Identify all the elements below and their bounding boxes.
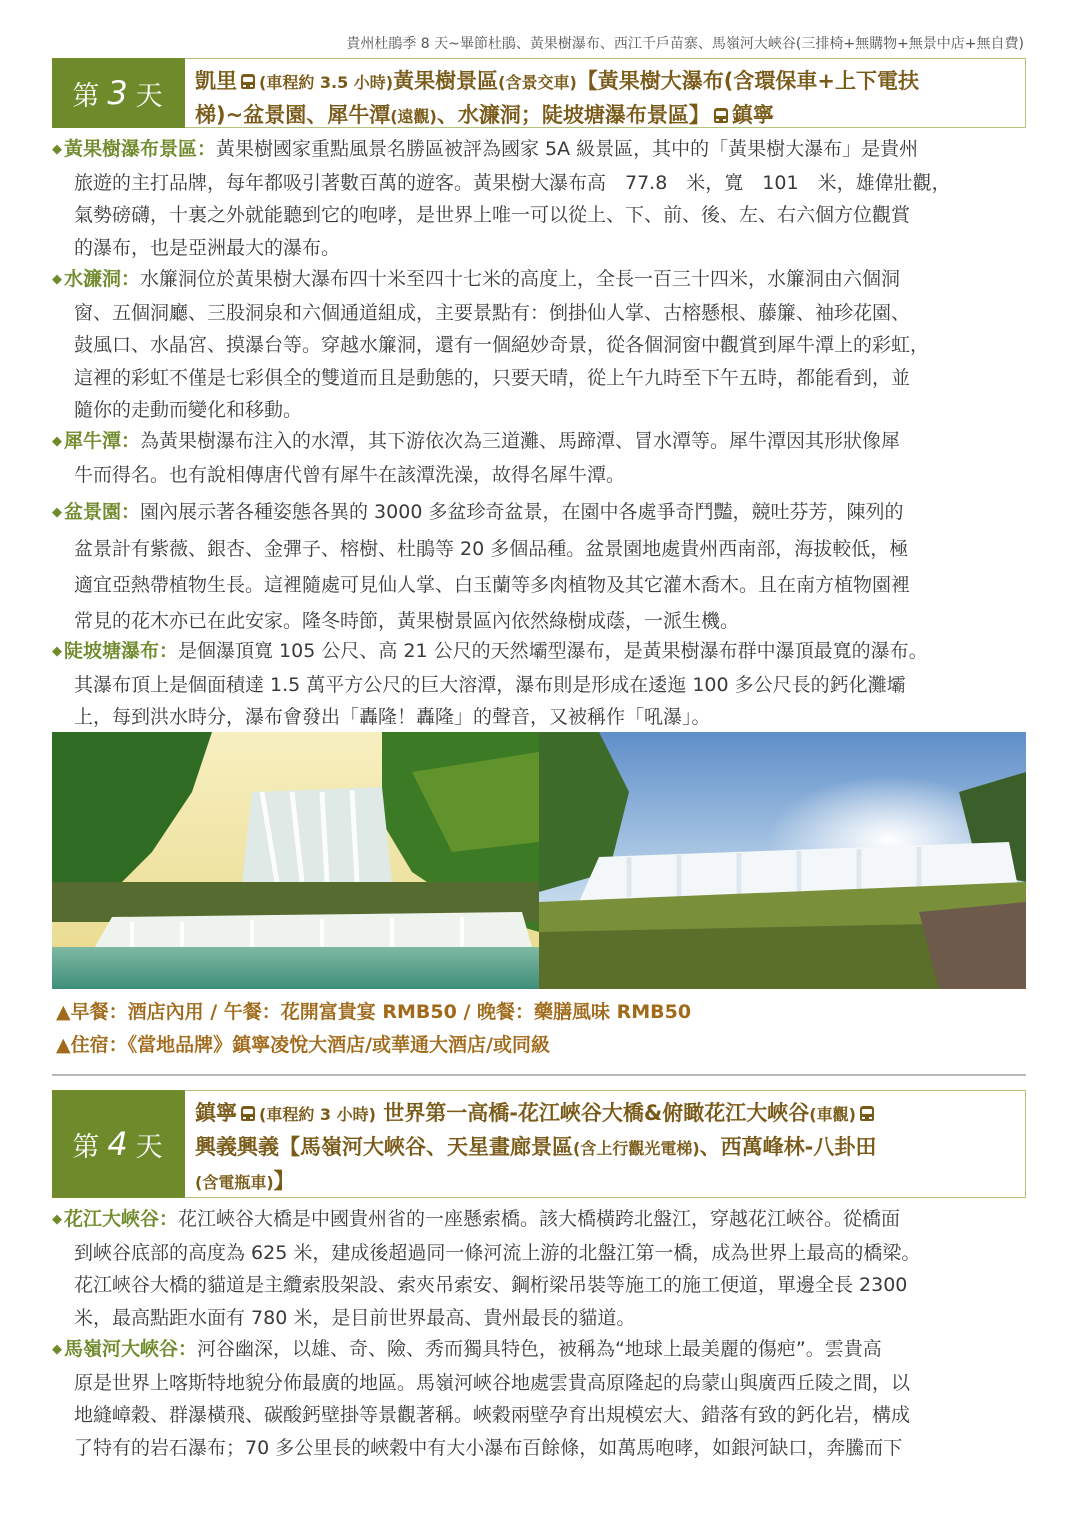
day3-header — [52, 58, 1026, 128]
day4-header — [52, 1090, 1026, 1198]
section-line: 這裡的彩虹不僅是七彩俱全的雙道而且是動態的，只要天晴，從上午九時至下午五時，都能看到，並 — [74, 366, 911, 389]
trip-title: 貴州杜鵑季 8 天~畢節杜鵑、黃果樹瀑布、西江千戶苗寨、馬嶺河大峽谷(三排椅+無購物+無景中店+無自費) — [346, 36, 1024, 52]
day4-title — [185, 1090, 1026, 1198]
diamond-bullet-icon: ◆ — [52, 505, 62, 520]
section-malinghe-canyon — [52, 1333, 1028, 1464]
day3-title-from: 凱里 — [195, 69, 237, 93]
diamond-bullet-icon: ◆ — [52, 142, 62, 157]
day4-title-line3a: (含電瓶車) — [195, 1173, 274, 1192]
section-term: 花江大峽谷： — [64, 1208, 179, 1230]
bus-icon — [241, 1106, 255, 1121]
section-term: 盆景園： — [64, 501, 141, 523]
section-huangguoshu — [52, 133, 1028, 264]
section-line: 適宜亞熱帶植物生長。這裡隨處可見仙人掌、白玉蘭等多肉植物及其它灌木喬木。且在南方植物園裡 — [74, 574, 911, 596]
section-line: 上，每到洪水時分，瀑布會發出「轟隆！轟隆」的聲音，又被稱作「吼瀑」。 — [74, 706, 711, 728]
section-line: 的瀑布，也是亞洲最大的瀑布。 — [74, 236, 341, 259]
section-bonsai-garden — [52, 494, 1028, 639]
day3-title-line2a: 梯)~盆景園、犀牛潭 — [195, 103, 391, 127]
day3-drive-time: (車程約 3.5 小時) — [259, 73, 394, 92]
section-huajiang-canyon — [52, 1203, 1028, 1334]
bus-icon — [241, 74, 255, 89]
section-line: 其瀑布頂上是個面積達 1.5 萬平方公尺的巨大溶潭，瀑布則是形成在逶迤 100 多公尺長的鈣化灘壩 — [74, 673, 906, 696]
section-line: 河谷幽深，以雄、奇、險、秀而獨具特色，被稱為“地球上最美麗的傷疤”。雲貴高 — [197, 1338, 882, 1360]
section-divider — [52, 1074, 1026, 1076]
day3-badge-prefix: 第 — [72, 80, 102, 112]
diamond-bullet-icon: ◆ — [52, 1212, 62, 1227]
day4-title-line3b: 】 — [273, 1169, 295, 1193]
bus-icon — [714, 108, 728, 123]
day3-title-line2c: 、水濂洞；陡坡塘瀑布景區】 — [436, 103, 710, 127]
day3-title-dest: 黃果樹景區 — [393, 69, 499, 93]
diamond-bullet-icon: ◆ — [52, 434, 62, 449]
section-line: 米，最高點距水面有 780 米，是目前世界最高、貴州最長的貓道。 — [74, 1306, 636, 1329]
day3-badge — [52, 58, 185, 128]
day3-meals: ▲早餐：酒店內用 / 午餐：花開富貴宴 RMB50 / 晚餐：藥膳風味 RMB50 — [56, 1001, 692, 1023]
section-line: 地縫嶂穀、群瀑橫飛、碳酸鈣壁掛等景觀著稱。峽穀兩壁孕育出規模宏大、錯落有致的鈣化岩，構成 — [74, 1404, 911, 1426]
section-line: 花江峽谷大橋是中國貴州省的一座懸索橋。該大橋橫跨北盤江，穿越花江峽谷。從橋面 — [178, 1208, 901, 1230]
day4-badge-suffix: 天 — [135, 1131, 165, 1163]
section-doupotang — [52, 635, 1028, 734]
section-water-curtain-cave — [52, 263, 1028, 427]
section-line: 是個瀑頂寬 105 公尺、高 21 公尺的天然壩型瀑布，是黃果樹瀑布群中瀑頂最寬的瀑布。 — [178, 640, 928, 662]
day4-title-note: (車觀) — [809, 1105, 856, 1124]
day4-badge-prefix: 第 — [72, 1131, 102, 1163]
waterfall-photo-left — [52, 732, 539, 989]
section-line: 到峽谷底部的高度為 625 米，建成後超過同一條河流上游的北盤江第一橋，成為世界上最高的橋梁。 — [74, 1241, 921, 1264]
day4-title-line2c: 、西萬峰林-八卦田 — [699, 1135, 877, 1159]
section-line: 水簾洞位於黃果樹大瀑布四十米至四十七米的高度上，全長一百三十四米，水簾洞由六個洞 — [140, 268, 901, 290]
section-line: 為黃果樹瀑布注入的水潭，其下游依次為三道灘、馬蹄潭、冒水潭等。犀牛潭因其形狀像犀 — [140, 430, 901, 452]
section-line: 了特有的岩石瀑布；70 多公里長的峽穀中有大小瀑布百餘條，如萬馬咆哮，如銀河缺口，奔騰而下 — [74, 1436, 903, 1459]
diamond-bullet-icon: ◆ — [52, 272, 62, 287]
day3-hotel: ▲住宿：《當地品牌》鎮寧凌悅大酒店/或華通大酒店/或同級 — [56, 1034, 550, 1056]
section-line: 花江峽谷大橋的貓道是主纜索股架設、索夾吊索安、鋼桁梁吊裝等施工的施工便道，單邊全長 2300 — [74, 1274, 908, 1296]
section-line: 黃果樹國家重點風景名勝區被評為國家 5A 級景區，其中的「黃果樹大瀑布」是貴州 — [216, 138, 919, 160]
section-term: 黃果樹瀑布景區： — [64, 138, 217, 160]
section-line: 牛而得名。也有說相傳唐代曾有犀牛在該潭洗澡，故得名犀牛潭。 — [74, 463, 626, 486]
day4-title-bridge: 世界第一高橋-花江峽谷大橋&俯瞰花江大峽谷 — [383, 1101, 810, 1125]
day3-title-note: (含景交車) — [498, 73, 577, 92]
section-line: 鼓風口、水晶宮、摸瀑台等。穿越水簾洞，還有一個絕妙奇景，從各個洞窗中觀賞到犀牛潭上的彩虹， — [74, 334, 930, 356]
section-term: 陡坡塘瀑布： — [64, 640, 179, 662]
section-term: 水濂洞： — [64, 268, 141, 290]
diamond-bullet-icon: ◆ — [52, 644, 62, 659]
day4-title-from: 鎮寧 — [195, 1101, 237, 1125]
day3-title-overnight: 鎮寧 — [731, 103, 774, 127]
day4-badge — [52, 1090, 185, 1198]
day3-title — [185, 58, 1026, 128]
day4-title-line2a: 興義興義【馬嶺河大峽谷、天星畫廊景區 — [195, 1135, 573, 1159]
section-line: 氣勢磅礴，十裏之外就能聽到它的咆哮，是世界上唯一可以從上、下、前、後、左、右六個方位觀賞 — [74, 204, 911, 226]
day4-title-line2-note: (含上行觀光電梯) — [573, 1139, 700, 1158]
day4-badge-number: 4 — [107, 1125, 130, 1163]
section-line: 窗、五個洞廳、三股洞泉和六個通道組成，主要景點有：倒掛仙人掌、古榕懸根、藤簾、袖珍花園、 — [74, 301, 911, 324]
section-line: 園內展示著各種姿態各異的 3000 多盆珍奇盆景，在園中各處爭奇鬥豔，競吐芬芳，陳列的 — [140, 501, 904, 523]
day3-badge-number: 3 — [107, 74, 130, 112]
day4-drive-time: (車程約 3 小時) — [259, 1105, 376, 1124]
section-rhino-pool — [52, 425, 1028, 491]
waterfall-illustration — [539, 732, 1026, 989]
waterfall-photo-right — [539, 732, 1026, 989]
section-line: 原是世界上喀斯特地貌分佈最廣的地區。馬嶺河峽谷地處雲貴高原隆起的烏蒙山與廣西丘陵之間，以 — [74, 1371, 911, 1394]
section-line: 隨你的走動而變化和移動。 — [74, 399, 303, 421]
day3-title-line2-note: (遠觀) — [390, 107, 437, 126]
section-line: 盆景計有紫薇、銀杏、金彈子、榕樹、杜鵑等 20 多個品種。盆景園地處貴州西南部，海拔較低，極 — [74, 538, 909, 560]
day3-badge-suffix: 天 — [135, 80, 165, 112]
section-line: 旅遊的主打品牌，每年都吸引著數百萬的遊客。黃果樹大瀑布高 77.8 米，寬 101 米，雄偉壯觀， — [74, 171, 951, 194]
section-term: 馬嶺河大峽谷： — [64, 1338, 198, 1360]
waterfall-illustration — [52, 732, 539, 989]
day3-title-attractions: 【黃果樹大瀑布(含環保車+上下電扶 — [576, 69, 919, 93]
diamond-bullet-icon: ◆ — [52, 1342, 62, 1357]
bus-icon — [860, 1106, 874, 1121]
section-term: 犀牛潭： — [64, 430, 141, 452]
section-line: 常見的花木亦已在此安家。隆冬時節，黃果樹景區內依然綠樹成蔭，一派生機。 — [74, 610, 740, 632]
